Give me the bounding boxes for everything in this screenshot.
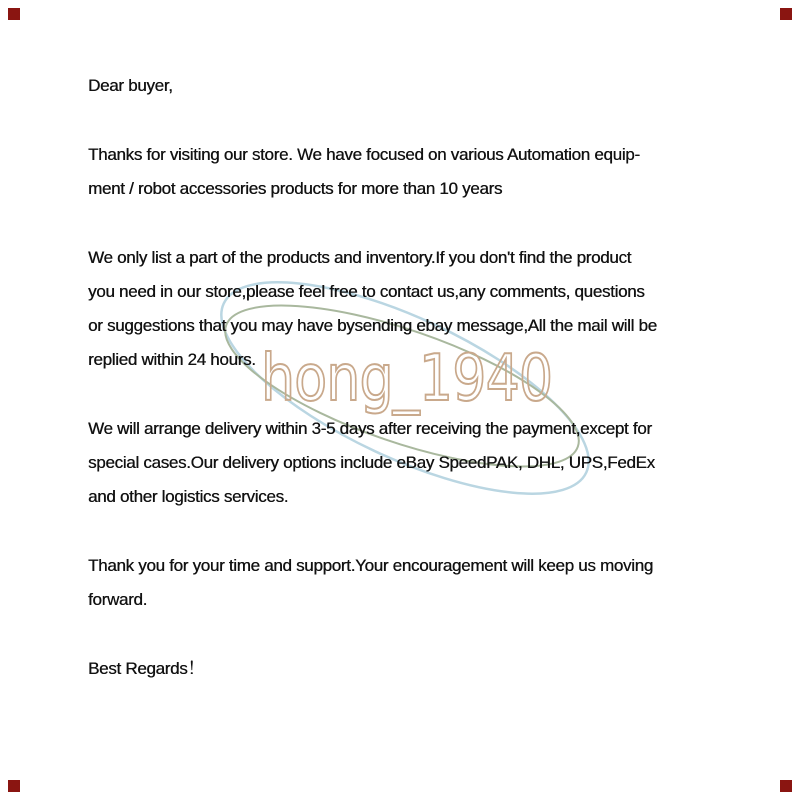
letter-line: special cases.Our delivery options include eBay SpeedPAK, DHL, UPS,FedEx <box>88 453 655 472</box>
letter-line: and other logistics services. <box>88 487 289 506</box>
letter-body <box>88 69 760 721</box>
corner-marker-top-left <box>8 8 20 20</box>
letter-line: We will arrange delivery within 3-5 days after receiving the payment,except for <box>88 419 652 438</box>
paragraph-delivery <box>88 412 760 514</box>
corner-marker-bottom-left <box>8 780 20 792</box>
corner-marker-top-right <box>780 8 792 20</box>
letter-line: Best Regards！ <box>88 659 205 678</box>
letter-line: forward. <box>88 590 148 609</box>
paragraph-greeting <box>88 69 760 103</box>
letter-line: We only list a part of the products and inventory.If you don't find the product <box>88 248 632 267</box>
paragraph-thanks <box>88 549 760 617</box>
letter-line: or suggestions that you may have bysending ebay message,All the mail will be <box>88 316 657 335</box>
paragraph-contact <box>88 241 760 377</box>
letter-line: Dear buyer, <box>88 76 173 95</box>
paragraph-signoff <box>88 652 760 686</box>
letter-line: Thank you for your time and support.Your encouragement will keep us moving <box>88 556 653 575</box>
paragraph-intro <box>88 138 760 206</box>
letter-line: you need in our store,please feel free to contact us,any comments, questions <box>88 282 645 301</box>
corner-marker-bottom-right <box>780 780 792 792</box>
letter-line: replied within 24 hours. <box>88 350 256 369</box>
letter-line: ment / robot accessories products for more than 10 years <box>88 179 503 198</box>
letter-line: Thanks for visiting our store. We have focused on various Automation equip- <box>88 145 640 164</box>
watermark-text: hong_1940 <box>261 342 553 416</box>
